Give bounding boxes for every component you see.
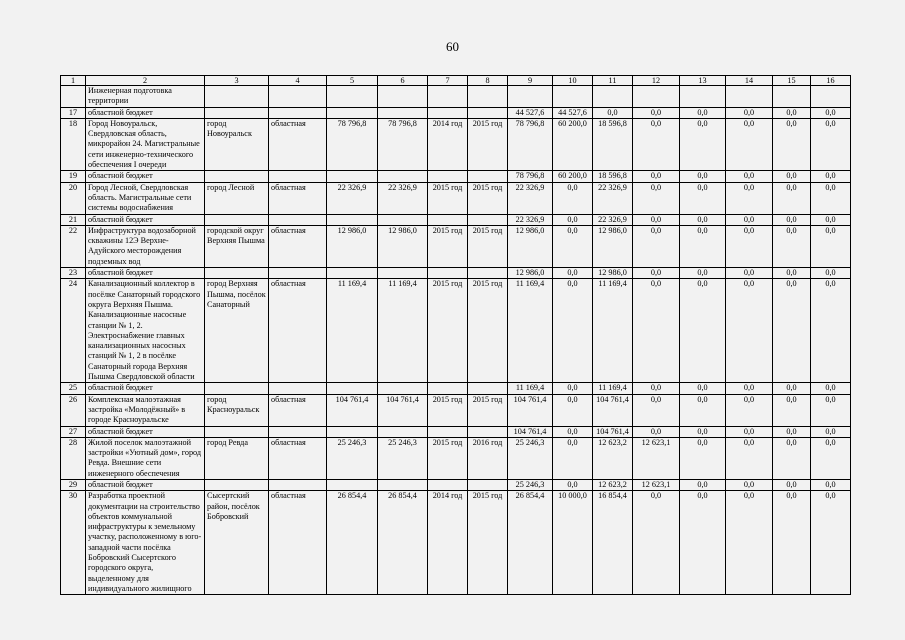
- table-cell: 11 169,4: [378, 279, 428, 383]
- table-cell: [468, 214, 508, 225]
- table-cell: [327, 426, 378, 437]
- table-cell: [269, 107, 327, 118]
- table-cell: [269, 214, 327, 225]
- table-cell: [205, 86, 269, 108]
- table-cell: 11 169,4: [327, 279, 378, 383]
- table-cell: [205, 268, 269, 279]
- table-cell: [468, 86, 508, 108]
- table-cell: 0,0: [773, 118, 811, 170]
- table-cell: 0,0: [680, 182, 726, 214]
- table-cell: 26 854,4: [378, 491, 428, 595]
- table-cell: [327, 383, 378, 394]
- table-cell: 26 854,4: [327, 491, 378, 595]
- table-cell: 2016 год: [468, 437, 508, 479]
- table-cell: [428, 171, 468, 182]
- table-cell: областной бюджет: [86, 214, 205, 225]
- table-cell: 0,0: [726, 268, 773, 279]
- table-cell: 0,0: [726, 118, 773, 170]
- table-cell: [428, 383, 468, 394]
- table-cell: [468, 479, 508, 490]
- table-cell: 22 326,9: [508, 214, 553, 225]
- table-cell: 60 200,0: [553, 171, 593, 182]
- table-cell: 0,0: [773, 437, 811, 479]
- table-row: [61, 479, 851, 490]
- table-cell: 2015 год: [428, 182, 468, 214]
- table-cell: [468, 171, 508, 182]
- table-cell: 0,0: [593, 107, 633, 118]
- table-cell: [327, 479, 378, 490]
- table-cell: [680, 86, 726, 108]
- table-cell: 0,0: [726, 182, 773, 214]
- table-cell: 0,0: [553, 225, 593, 267]
- table-cell: [205, 383, 269, 394]
- table-cell: 12 986,0: [593, 225, 633, 267]
- table-cell: 0,0: [726, 479, 773, 490]
- table-cell: областной бюджет: [86, 383, 205, 394]
- table-cell: 25 246,3: [378, 437, 428, 479]
- table-cell: 0,0: [633, 214, 680, 225]
- table-cell: 0,0: [726, 171, 773, 182]
- table-cell: [593, 86, 633, 108]
- table-cell: [726, 86, 773, 108]
- table-cell: 25 246,3: [508, 479, 553, 490]
- table-cell: город Верхняя Пышма, посёлок Санаторный: [205, 279, 269, 383]
- table-cell: Сысертский район, посёлок Бобровский: [205, 491, 269, 595]
- table-cell: 0,0: [773, 107, 811, 118]
- table-row: [61, 394, 851, 426]
- table-cell: 2015 год: [428, 225, 468, 267]
- table-cell: 11 169,4: [593, 383, 633, 394]
- table-cell: [61, 86, 86, 108]
- table-cell: областной бюджет: [86, 268, 205, 279]
- table-cell: 20: [61, 182, 86, 214]
- table-cell: 78 796,8: [327, 118, 378, 170]
- header-cell: 8: [468, 76, 508, 86]
- table-cell: [633, 86, 680, 108]
- table-cell: Город Лесной, Свердловская область. Магистральные сети системы водоснабжения: [86, 182, 205, 214]
- table-cell: 12 986,0: [508, 225, 553, 267]
- table-row: [61, 225, 851, 267]
- header-cell: 6: [378, 76, 428, 86]
- header-cell: 13: [680, 76, 726, 86]
- header-cell: 7: [428, 76, 468, 86]
- table-cell: [378, 214, 428, 225]
- table-cell: 0,0: [680, 383, 726, 394]
- table-cell: 0,0: [553, 214, 593, 225]
- header-cell: 10: [553, 76, 593, 86]
- table-cell: 12 623,2: [593, 479, 633, 490]
- table-row: [61, 107, 851, 118]
- table-cell: 0,0: [811, 437, 851, 479]
- table-cell: [269, 426, 327, 437]
- table-cell: 78 796,8: [508, 118, 553, 170]
- table-cell: 104 761,4: [593, 426, 633, 437]
- table-cell: город Красноуральск: [205, 394, 269, 426]
- table-cell: 0,0: [811, 182, 851, 214]
- table-cell: 0,0: [726, 437, 773, 479]
- table-cell: 0,0: [811, 479, 851, 490]
- table-cell: областная: [269, 394, 327, 426]
- table-cell: 0,0: [726, 491, 773, 595]
- table-cell: 17: [61, 107, 86, 118]
- table-cell: 0,0: [553, 268, 593, 279]
- table-cell: 0,0: [553, 426, 593, 437]
- table-cell: [378, 171, 428, 182]
- table-row: [61, 437, 851, 479]
- table-cell: областной бюджет: [86, 107, 205, 118]
- table-cell: 0,0: [726, 214, 773, 225]
- table-cell: 11 169,4: [508, 279, 553, 383]
- table-cell: город Лесной: [205, 182, 269, 214]
- table-cell: 16 854,4: [593, 491, 633, 595]
- table-cell: 0,0: [633, 279, 680, 383]
- table-cell: 12 986,0: [378, 225, 428, 267]
- table-cell: город Ревда: [205, 437, 269, 479]
- table-cell: 0,0: [726, 225, 773, 267]
- table-cell: 18: [61, 118, 86, 170]
- table-cell: 2014 год: [428, 118, 468, 170]
- table-cell: [428, 426, 468, 437]
- table-row: [61, 491, 851, 595]
- table-cell: [378, 426, 428, 437]
- table-cell: [269, 383, 327, 394]
- table-cell: 30: [61, 491, 86, 595]
- header-cell: 3: [205, 76, 269, 86]
- header-cell: 14: [726, 76, 773, 86]
- table-cell: 0,0: [680, 107, 726, 118]
- table-cell: 0,0: [726, 394, 773, 426]
- table-cell: 78 796,8: [508, 171, 553, 182]
- table-cell: 12 623,1: [633, 479, 680, 490]
- table-cell: областная: [269, 491, 327, 595]
- table-cell: 44 527,6: [508, 107, 553, 118]
- table-row: [61, 383, 851, 394]
- table-cell: 0,0: [811, 268, 851, 279]
- table-cell: 0,0: [773, 279, 811, 383]
- table-cell: 28: [61, 437, 86, 479]
- table-cell: 0,0: [811, 491, 851, 595]
- table-cell: 26 854,4: [508, 491, 553, 595]
- table-cell: [428, 268, 468, 279]
- table-cell: Инженерная подготовка территории: [86, 86, 205, 108]
- table-cell: [269, 479, 327, 490]
- table-cell: 12 623,2: [593, 437, 633, 479]
- table-cell: 10 000,0: [553, 491, 593, 595]
- table-cell: 2015 год: [428, 394, 468, 426]
- table-cell: [773, 86, 811, 108]
- table-cell: 0,0: [680, 437, 726, 479]
- table-cell: 0,0: [633, 107, 680, 118]
- table-cell: 104 761,4: [508, 394, 553, 426]
- table-cell: Инфраструктура водозаборной скважины 12Э Верхне-Адуйского месторождения подземных вод: [86, 225, 205, 267]
- header-cell: 5: [327, 76, 378, 86]
- table-cell: областной бюджет: [86, 479, 205, 490]
- table-cell: 2015 год: [428, 437, 468, 479]
- header-cell: 4: [269, 76, 327, 86]
- table-cell: 0,0: [553, 394, 593, 426]
- table-cell: [205, 479, 269, 490]
- table-cell: 0,0: [553, 479, 593, 490]
- table-cell: 0,0: [633, 225, 680, 267]
- table-cell: 0,0: [680, 279, 726, 383]
- table-cell: 25: [61, 383, 86, 394]
- table-cell: Жилой поселок малоэтажной застройки «Уютный дом», город Ревда. Внешние сети инженерного обеспечения: [86, 437, 205, 479]
- table-cell: 104 761,4: [378, 394, 428, 426]
- table-cell: 12 986,0: [327, 225, 378, 267]
- table-cell: 2015 год: [468, 491, 508, 595]
- table-row: [61, 426, 851, 437]
- table-cell: 0,0: [773, 491, 811, 595]
- table-cell: 0,0: [680, 268, 726, 279]
- page-number: 60: [446, 39, 459, 54]
- budget-table: [60, 75, 851, 595]
- table-cell: 2015 год: [468, 118, 508, 170]
- table-cell: [428, 107, 468, 118]
- table-cell: 104 761,4: [593, 394, 633, 426]
- table-cell: 0,0: [553, 279, 593, 383]
- table-cell: [468, 268, 508, 279]
- table-cell: 0,0: [811, 426, 851, 437]
- table-cell: 0,0: [633, 491, 680, 595]
- table-cell: 104 761,4: [508, 426, 553, 437]
- table-cell: 104 761,4: [327, 394, 378, 426]
- header-cell: 1: [61, 76, 86, 86]
- table-cell: 23: [61, 268, 86, 279]
- table-cell: [428, 214, 468, 225]
- table-cell: 0,0: [811, 171, 851, 182]
- table-cell: [553, 86, 593, 108]
- table-cell: 0,0: [811, 394, 851, 426]
- table-cell: 22 326,9: [593, 182, 633, 214]
- table-cell: 22 326,9: [593, 214, 633, 225]
- table-row: [61, 171, 851, 182]
- header-cell: 12: [633, 76, 680, 86]
- table-cell: [468, 426, 508, 437]
- table-cell: областная: [269, 437, 327, 479]
- table-cell: 0,0: [726, 279, 773, 383]
- table-cell: 11 169,4: [593, 279, 633, 383]
- table-cell: [205, 107, 269, 118]
- table-cell: 2015 год: [468, 182, 508, 214]
- table-cell: 0,0: [680, 225, 726, 267]
- header-row: [61, 76, 851, 86]
- table-cell: [378, 479, 428, 490]
- table-cell: 0,0: [680, 426, 726, 437]
- table-cell: [269, 86, 327, 108]
- table-cell: Город Новоуральск, Свердловская область, микрорайон 24. Магистральные сети инженерно-технического обеспечения I очереди: [86, 118, 205, 170]
- table-cell: [428, 86, 468, 108]
- table-row: [61, 279, 851, 383]
- table-cell: 2015 год: [468, 394, 508, 426]
- table-cell: [468, 383, 508, 394]
- table-cell: 21: [61, 214, 86, 225]
- table-cell: 0,0: [773, 214, 811, 225]
- table-cell: 27: [61, 426, 86, 437]
- table-cell: 0,0: [633, 171, 680, 182]
- table-cell: 22 326,9: [508, 182, 553, 214]
- table-cell: 22 326,9: [327, 182, 378, 214]
- table-cell: [378, 107, 428, 118]
- table-cell: 0,0: [553, 182, 593, 214]
- table-row: [61, 118, 851, 170]
- table-cell: 0,0: [680, 479, 726, 490]
- table-cell: 0,0: [680, 118, 726, 170]
- table-cell: [378, 86, 428, 108]
- table-cell: [327, 86, 378, 108]
- table-cell: 12 986,0: [593, 268, 633, 279]
- table-cell: 0,0: [726, 107, 773, 118]
- table-cell: [269, 268, 327, 279]
- table-cell: 25 246,3: [327, 437, 378, 479]
- table-cell: 0,0: [680, 394, 726, 426]
- table-cell: областной бюджет: [86, 426, 205, 437]
- table-cell: 22 326,9: [378, 182, 428, 214]
- table-cell: 0,0: [811, 383, 851, 394]
- table-cell: 12 986,0: [508, 268, 553, 279]
- header-cell: 2: [86, 76, 205, 86]
- table-cell: [378, 383, 428, 394]
- table-cell: городской округ Верхняя Пышма: [205, 225, 269, 267]
- table-cell: 44 527,6: [553, 107, 593, 118]
- table-cell: [327, 107, 378, 118]
- table-cell: [269, 171, 327, 182]
- table-cell: 0,0: [726, 426, 773, 437]
- table-cell: 0,0: [680, 214, 726, 225]
- table-cell: 18 596,8: [593, 118, 633, 170]
- table-cell: [327, 268, 378, 279]
- table-cell: 0,0: [633, 182, 680, 214]
- table-cell: 0,0: [553, 437, 593, 479]
- table-cell: 2015 год: [428, 279, 468, 383]
- table-cell: 0,0: [811, 107, 851, 118]
- header-cell: 9: [508, 76, 553, 86]
- header-cell: 11: [593, 76, 633, 86]
- table-cell: 0,0: [773, 182, 811, 214]
- table-cell: 0,0: [773, 171, 811, 182]
- table-cell: [811, 86, 851, 108]
- table-cell: [205, 426, 269, 437]
- table-cell: 26: [61, 394, 86, 426]
- table-cell: 0,0: [773, 426, 811, 437]
- table-cell: [508, 86, 553, 108]
- table-cell: 0,0: [773, 394, 811, 426]
- table-cell: город Новоуральск: [205, 118, 269, 170]
- table-cell: областной бюджет: [86, 171, 205, 182]
- table-cell: Комплексная малоэтажная застройка «Молодёжный» в городе Красноуральске: [86, 394, 205, 426]
- table-row: [61, 268, 851, 279]
- table-cell: 0,0: [811, 214, 851, 225]
- table-cell: областная: [269, 279, 327, 383]
- table-cell: 0,0: [726, 383, 773, 394]
- table-cell: 2014 год: [428, 491, 468, 595]
- table-cell: Разработка проектной документации на строительство объектов коммунальной инфраструктуры к земельному участку, расположенному в юго-западной части посёлка Бобровский Сысертского городского округа, выделенному для индивидуального жилищного: [86, 491, 205, 595]
- table-cell: [468, 107, 508, 118]
- table-cell: 0,0: [773, 383, 811, 394]
- table-cell: 0,0: [811, 225, 851, 267]
- table-cell: 12 623,1: [633, 437, 680, 479]
- table-cell: 78 796,8: [378, 118, 428, 170]
- table-cell: 60 200,0: [553, 118, 593, 170]
- table-cell: 0,0: [633, 426, 680, 437]
- table-row: [61, 182, 851, 214]
- table-row: [61, 214, 851, 225]
- table-cell: [205, 171, 269, 182]
- table-cell: [327, 214, 378, 225]
- table-cell: 0,0: [553, 383, 593, 394]
- table-cell: 0,0: [811, 118, 851, 170]
- table-cell: 0,0: [633, 394, 680, 426]
- table-cell: 25 246,3: [508, 437, 553, 479]
- table-cell: [205, 214, 269, 225]
- table-cell: областная: [269, 118, 327, 170]
- table-cell: 0,0: [773, 479, 811, 490]
- table-row: [61, 86, 851, 108]
- table-cell: Канализационный коллектор в посёлке Санаторный городского округа Верхняя Пышма. Канализационные насосные станции № 1, 2. Электроснабжение главных канализационных насосных станций № 1, 2 в посёлке Санаторный города Верхняя Пышма Свердловской области: [86, 279, 205, 383]
- header-cell: 15: [773, 76, 811, 86]
- table-cell: 22: [61, 225, 86, 267]
- table-cell: [378, 268, 428, 279]
- table-cell: 19: [61, 171, 86, 182]
- table-cell: 0,0: [680, 171, 726, 182]
- table-cell: [428, 479, 468, 490]
- table-cell: 2015 год: [468, 225, 508, 267]
- table-cell: 18 596,8: [593, 171, 633, 182]
- table-cell: 0,0: [633, 383, 680, 394]
- table-cell: областная: [269, 225, 327, 267]
- table-cell: 0,0: [633, 268, 680, 279]
- table-cell: [327, 171, 378, 182]
- header-cell: 16: [811, 76, 851, 86]
- table-cell: 0,0: [773, 225, 811, 267]
- table-cell: 24: [61, 279, 86, 383]
- table-cell: 0,0: [811, 279, 851, 383]
- table-cell: 0,0: [633, 118, 680, 170]
- table-cell: 0,0: [680, 491, 726, 595]
- table-cell: областная: [269, 182, 327, 214]
- table-cell: 2015 год: [468, 279, 508, 383]
- table-cell: 11 169,4: [508, 383, 553, 394]
- table-cell: 29: [61, 479, 86, 490]
- table-cell: 0,0: [773, 268, 811, 279]
